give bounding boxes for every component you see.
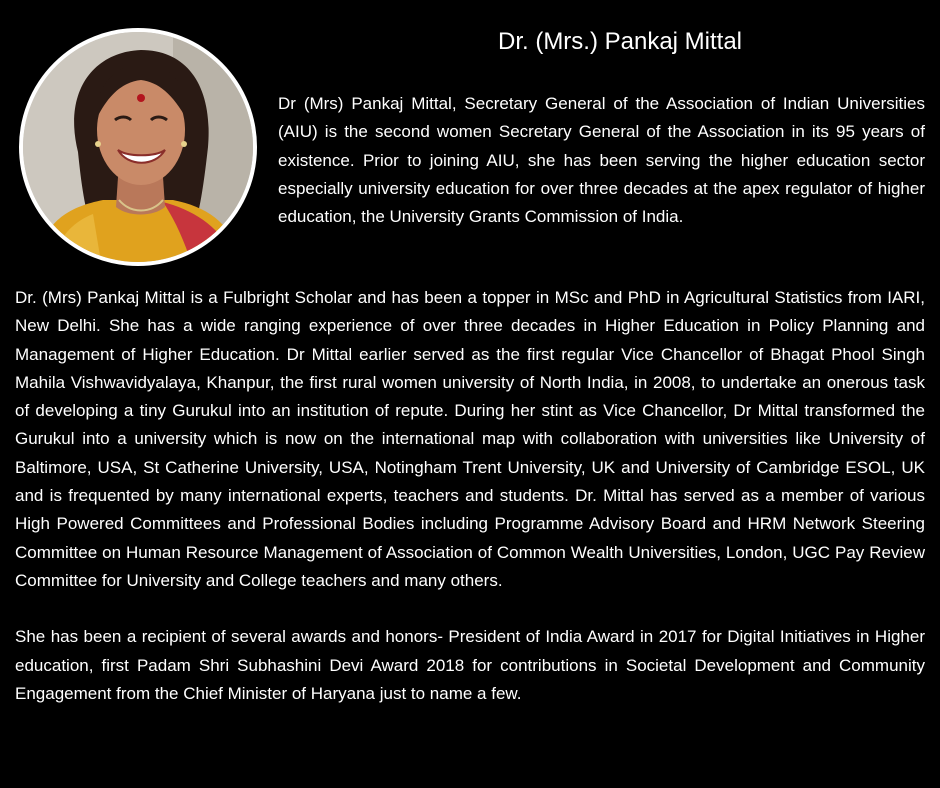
page-title: Dr. (Mrs.) Pankaj Mittal xyxy=(497,28,743,55)
profile-portrait xyxy=(19,28,257,266)
biography-body xyxy=(15,284,925,708)
awards-paragraph: She has been a recipient of several awards and honors- President of India Award in 2017 for Digital Initiatives in Higher education, first Padam Shri Subhashini Devi Award 2018 for contributions in Societal Development and Community Engagement from the Chief Minister of Haryana just to name a few. xyxy=(15,627,925,703)
intro-paragraph: Dr (Mrs) Pankaj Mittal, Secretary General of the Association of Indian Universities (AIU) is the second women Secretary General of the Association in its 95 years of existence. Prior to joining AIU, she has been serving the higher education sector especially university education for over three decades at the apex regulator of higher education, the University Grants Commission of India. xyxy=(278,94,925,227)
portrait-photo xyxy=(23,32,253,262)
career-paragraph: Dr. (Mrs) Pankaj Mittal is a Fulbright Scholar and has been a topper in MSc and PhD in Agricultural Statistics from IARI, New Delhi. She has a wide ranging experience of over three decades in Higher Education in Policy Planning and Management of Higher Education. Dr Mittal earlier served as the first regular Vice Chancellor of Bhagat Phool Singh Mahila Vishwavidyalaya, Khanpur, the first rural women university of North India, in 2008, to undertake an onerous task of developing a tiny Gurukul into an institution of repute. During her stint as Vice Chancellor, Dr Mittal transformed the Gurukul into a university which is now on the international map with collaboration with universities like University of Baltimore, USA, St Catherine University, USA, Notingham Trent University, UK and University of Cambridge ESOL, UK and is frequented by many international experts, teachers and students. Dr. Mittal has served as a member of various High Powered Committees and Professional Bodies including Programme Advisory Board and HRM Network Steering Committee on Human Resource Management of Association of Common Wealth Universities, London, UGC Pay Review Committee for University and College teachers and many others. xyxy=(15,288,925,590)
